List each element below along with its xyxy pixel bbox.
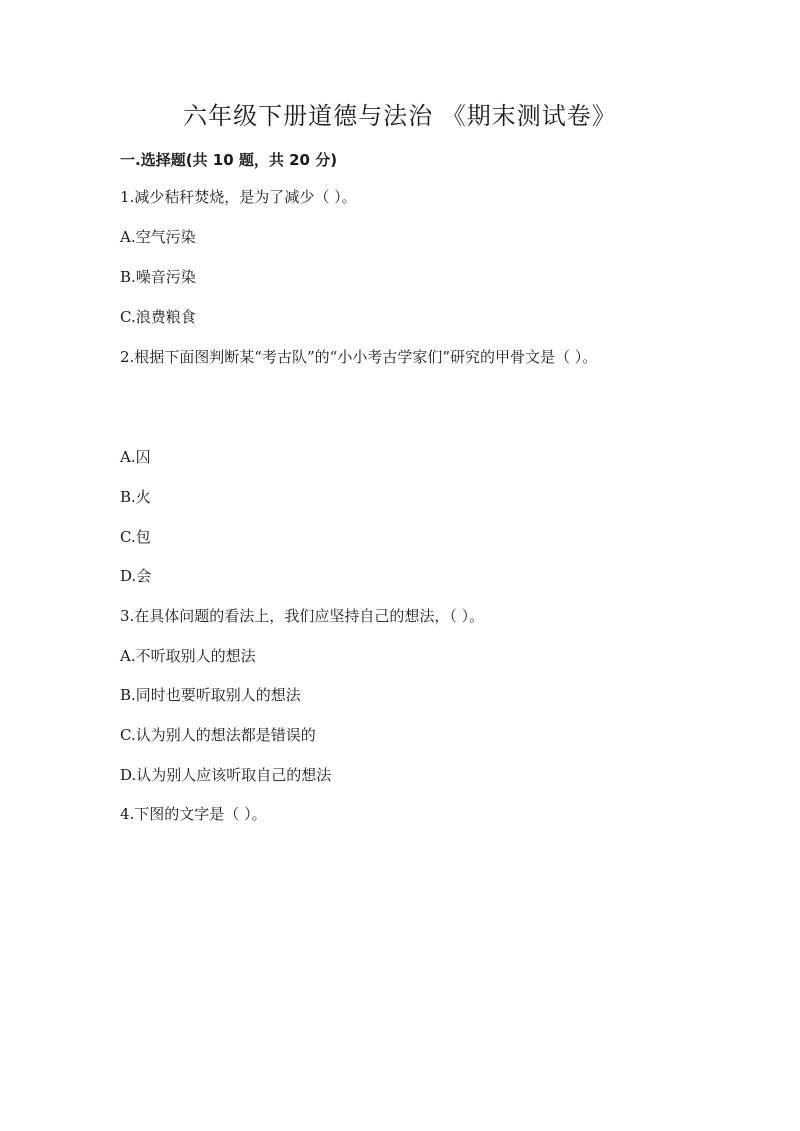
- question-2-stem: 2.根据下面图判断某“考古队”的“小小考古学家们”研究的甲骨文是（ ）。: [120, 348, 598, 366]
- question-1-option-b[interactable]: B.噪音污染: [120, 268, 196, 286]
- question-1-option-c[interactable]: C.浪费粮食: [120, 308, 196, 326]
- question-3-option-b[interactable]: B.同时也要听取别人的想法: [120, 686, 301, 704]
- question-2-option-d[interactable]: D.会: [120, 567, 152, 585]
- question-3-stem: 3.在具体问题的看法上，我们应坚持自己的想法，（ ）。: [120, 607, 485, 625]
- section-heading: 一.选择题(共 10 题，共 20 分): [120, 151, 338, 169]
- question-3-option-a[interactable]: A.不听取别人的想法: [120, 647, 256, 665]
- question-2-option-c[interactable]: C.包: [120, 528, 151, 546]
- question-2-option-a[interactable]: A.囚: [120, 448, 151, 466]
- question-1-option-a[interactable]: A.空气污染: [120, 228, 196, 246]
- question-4-stem: 4.下图的文字是（ ）。: [120, 805, 267, 823]
- question-3-option-d[interactable]: D.认为别人应该听取自己的想法: [120, 766, 332, 784]
- question-2-option-b[interactable]: B.火: [120, 488, 151, 506]
- question-3-option-c[interactable]: C.认为别人的想法都是错误的: [120, 726, 316, 744]
- page-title: 六年级下册道德与法治 《期末测试卷》: [183, 102, 617, 130]
- question-1-stem: 1.减少秸秆焚烧，是为了减少（ ）。: [120, 188, 357, 206]
